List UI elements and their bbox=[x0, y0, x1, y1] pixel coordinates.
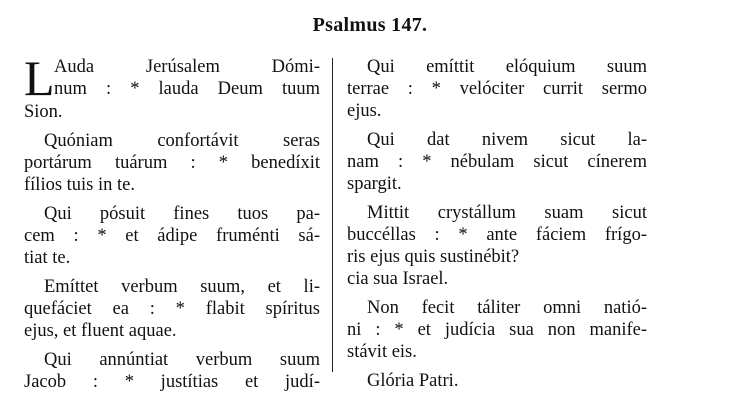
verse-line: Jacob : * justítias et judí- bbox=[24, 372, 320, 392]
verse-line: Qui emíttit elóquium suum bbox=[367, 57, 647, 77]
verse-line: quefáciet ea : * flabit spíritus bbox=[24, 299, 320, 319]
verse-line: portárum tuárum : * benedíxit bbox=[24, 153, 320, 173]
verse-4 bbox=[24, 276, 320, 342]
drop-cap-initial: L bbox=[24, 50, 55, 106]
verse-line: Auda Jerúsalem Dómi- bbox=[54, 57, 320, 77]
verse-line: nam : * nébulam sicut cínerem bbox=[347, 152, 647, 172]
verse-line: ejus, et fluent aquae. bbox=[24, 321, 177, 341]
verse-line: ris ejus quis sustinébit? bbox=[347, 247, 520, 267]
right-column bbox=[347, 56, 647, 392]
initial-block bbox=[24, 50, 320, 106]
psalm-title: Psalmus 147. bbox=[312, 14, 428, 36]
verse-line: buccéllas : * ante fáciem frígo- bbox=[347, 225, 647, 245]
verse-line: Emíttet verbum suum, et li- bbox=[44, 277, 320, 297]
verse-line: Qui pósuit fines tuos pa- bbox=[44, 204, 320, 224]
verse-line: cia sua Israel. bbox=[347, 269, 449, 289]
verse-line: ni : * et judícia sua non manife- bbox=[347, 320, 647, 340]
verse-line: Qui dat nivem sicut la- bbox=[367, 130, 647, 150]
verse-line: fílios tuis in te. bbox=[24, 175, 135, 195]
verse-line: tiat te. bbox=[24, 248, 71, 268]
verse-5 bbox=[347, 370, 647, 392]
left-column bbox=[24, 50, 320, 393]
verse-2 bbox=[24, 130, 320, 196]
verse-3 bbox=[24, 203, 320, 269]
verse-line: Quóniam confortávit seras bbox=[44, 131, 320, 151]
verse-line: Glória Patri. bbox=[367, 371, 459, 391]
verse-line: cem : * et ádipe fruménti sá- bbox=[24, 226, 320, 246]
verse-line: stávit eis. bbox=[347, 342, 417, 362]
verse-1 bbox=[24, 50, 320, 123]
verse-4 bbox=[347, 297, 647, 363]
verse-2 bbox=[347, 129, 647, 195]
column-divider bbox=[332, 58, 333, 372]
verse-line: Qui annúntiat verbum suum bbox=[44, 350, 320, 370]
verse-line: ejus. bbox=[347, 101, 382, 121]
verse-line: terrae : * velóciter currit sermo bbox=[347, 79, 647, 99]
verse-line: spargit. bbox=[347, 174, 402, 194]
verse-line: Sion. bbox=[24, 102, 63, 122]
verse-line: num : * lauda Deum tuum bbox=[54, 79, 320, 99]
verse-3 bbox=[347, 202, 647, 290]
verse-line: Non fecit táliter omni natió- bbox=[367, 298, 647, 318]
verse-1 bbox=[347, 56, 647, 122]
verse-5 bbox=[24, 349, 320, 393]
verse-line: Mittit crystállum suam sicut bbox=[367, 203, 647, 223]
